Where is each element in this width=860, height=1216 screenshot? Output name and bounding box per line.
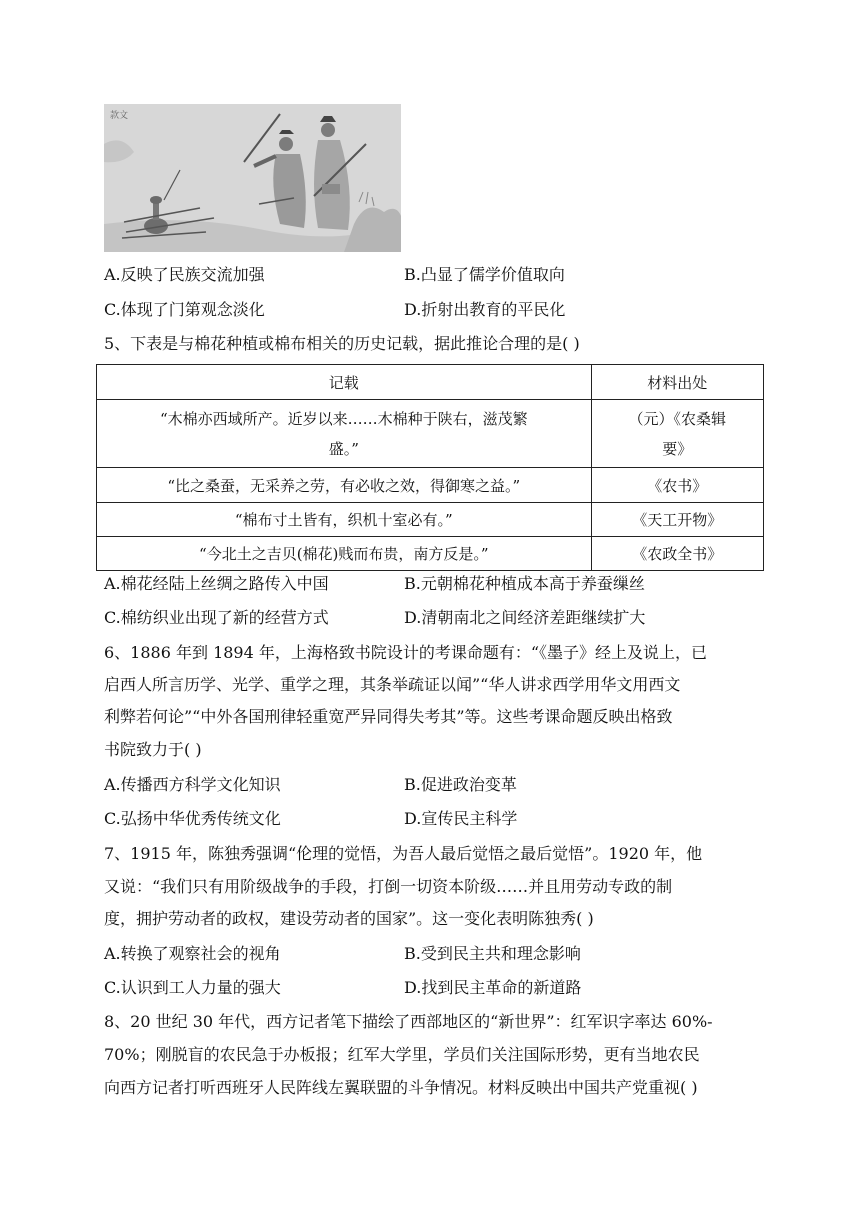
q6-option-a: A.传播西方科学文化知识 — [104, 775, 281, 794]
q7-line: 又说：“我们只有用阶级战争的手段，打倒一切资本阶级……并且用劳动专政的制 — [104, 877, 673, 896]
header-record: 记载 — [97, 365, 592, 400]
table-row — [97, 468, 764, 503]
q6-line: 启西人所言历学、光学、重学之理，其条举疏证以闻”“华人讲求西学用华文用西文 — [104, 675, 681, 694]
q6-option-b: B.促进政治变革 — [404, 775, 517, 794]
record-line: “木棉亦西域所产。近岁以来……木棉种于陕右，滋茂繁 — [159, 409, 528, 428]
q4-option-a: A.反映了民族交流加强 — [104, 265, 265, 284]
table-row — [97, 400, 764, 468]
table-row — [97, 503, 764, 537]
record-cell: “比之桑蚕，无采养之劳，有必收之效，得御寒之益。” — [97, 468, 592, 503]
q4-option-b: B.凸显了儒学价值取向 — [404, 265, 565, 284]
q5-record-table — [96, 364, 764, 571]
painting-image — [104, 104, 401, 252]
table-header-row — [97, 365, 764, 400]
header-source: 材料出处 — [591, 365, 763, 400]
source-cell — [591, 400, 763, 468]
q7-option-b: B.受到民主共和理念影响 — [404, 944, 581, 963]
q8-line: 向西方记者打听西班牙人民阵线左翼联盟的斗争情况。材料反映出中国共产党重视( ) — [104, 1078, 698, 1097]
q5-option-a: A.棉花经陆上丝绸之路传入中国 — [104, 574, 329, 593]
q8-line: 70%；刚脱盲的农民急于办板报；红军大学里，学员们关注国际形势，更有当地农民 — [104, 1045, 700, 1064]
q6-option-c: C.弘扬中华优秀传统文化 — [104, 809, 281, 828]
q7-option-c: C.认识到工人力量的强大 — [104, 978, 281, 997]
source-line: 要》 — [662, 439, 693, 458]
q5-option-d: D.清朝南北之间经济差距继续扩大 — [404, 608, 646, 627]
q8-line: 8、20 世纪 30 年代，西方记者笔下描绘了西部地区的“新世界”：红军识字率达 60%- — [104, 1012, 713, 1031]
q6-line: 利弊若何论”“中外各国刑律轻重宽严异同得失考其”等。这些考课命题反映出格致 — [104, 707, 673, 726]
record-cell — [97, 400, 592, 468]
record-line: 盛。” — [328, 439, 359, 458]
svg-text:款文: 款文 — [110, 111, 129, 121]
q6-line: 6、1886 年到 1894 年，上海格致书院设计的考课命题有：“《墨子》经上及说上，已 — [104, 643, 708, 662]
q4-option-c: C.体现了门第观念淡化 — [104, 300, 265, 319]
source-cell: 《天工开物》 — [591, 503, 763, 537]
source-line: （元）《农桑辑 — [628, 409, 727, 428]
q6-option-d: D.宣传民主科学 — [404, 809, 518, 828]
q6-line: 书院致力于( ) — [104, 740, 202, 759]
record-cell: “今北土之吉贝(棉花)贱而布贵，南方反是。” — [97, 537, 592, 571]
q7-line: 7、1915 年，陈独秀强调“伦理的觉悟，为吾人最后觉悟之最后觉悟”。1920 年，他 — [104, 844, 703, 863]
table-row — [97, 537, 764, 571]
q7-option-a: A.转换了观察社会的视角 — [104, 944, 281, 963]
q5-stem: 5、下表是与棉花种植或棉布相关的历史记载，据此推论合理的是( ) — [104, 334, 580, 353]
q4-option-d: D.折射出教育的平民化 — [404, 300, 566, 319]
source-cell: 《农书》 — [591, 468, 763, 503]
q7-option-d: D.找到民主革命的新道路 — [404, 978, 582, 997]
q5-option-b: B.元朝棉花种植成本高于养蚕缫丝 — [404, 574, 645, 593]
record-cell: “棉布寸土皆有，织机十室必有。” — [97, 503, 592, 537]
source-cell: 《农政全书》 — [591, 537, 763, 571]
q5-option-c: C.棉纺织业出现了新的经营方式 — [104, 608, 329, 627]
q7-line: 度，拥护劳动者的政权，建设劳动者的国家”。这一变化表明陈独秀( ) — [104, 909, 594, 928]
